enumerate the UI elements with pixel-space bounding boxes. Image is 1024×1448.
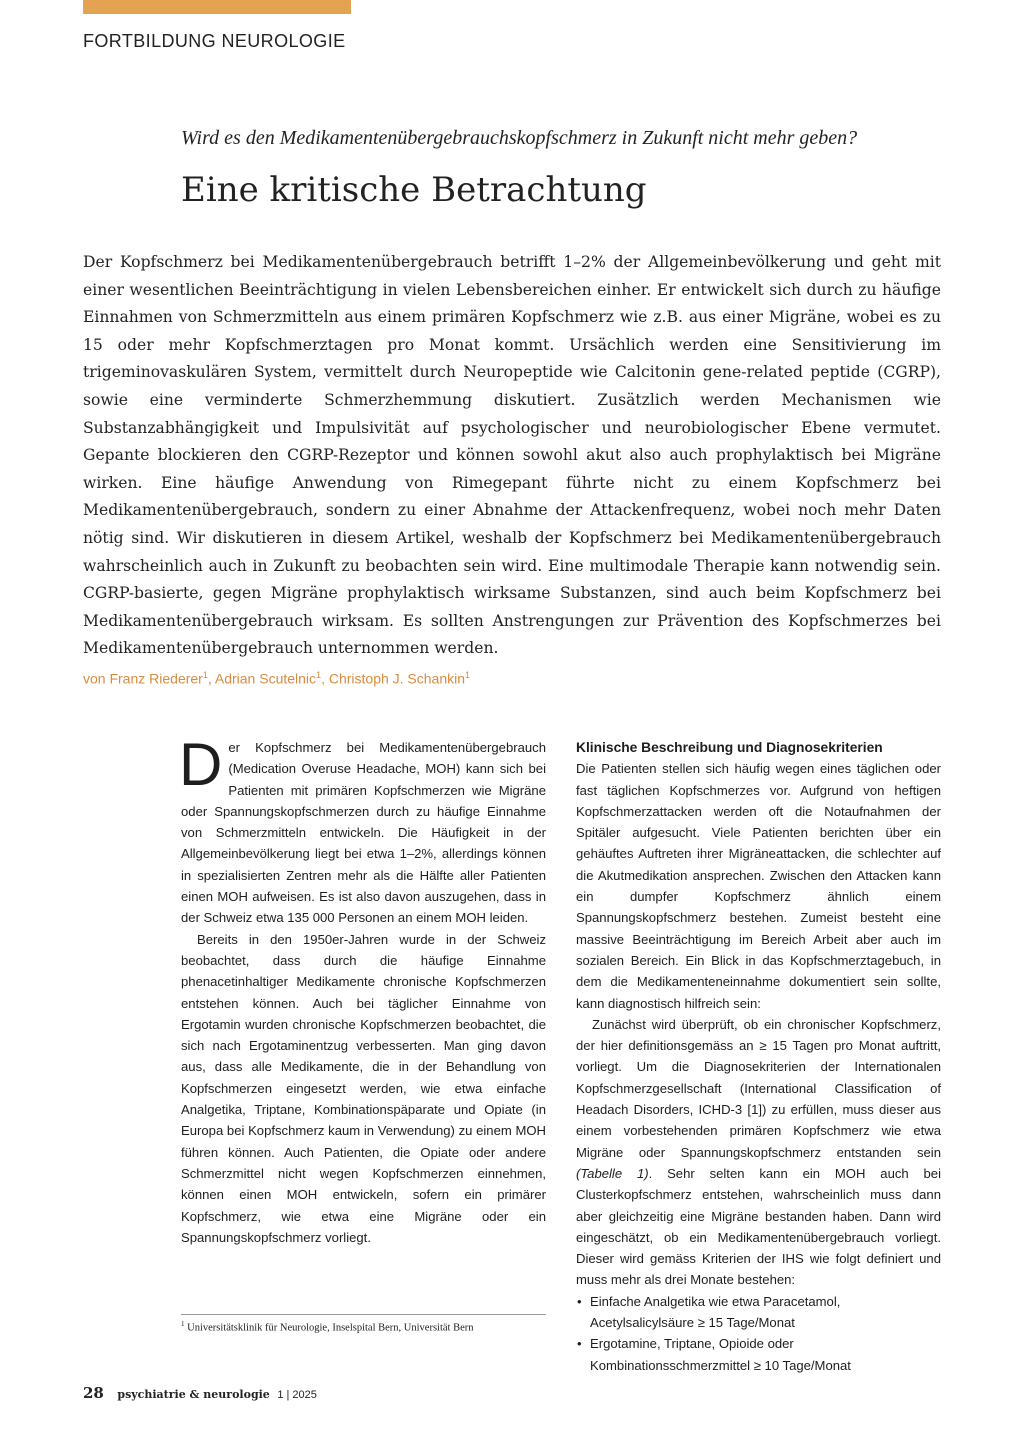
author-affiliation-mark: 1 [202, 670, 208, 680]
author-affiliation-mark: 1 [316, 670, 322, 680]
body-column-left [179, 731, 546, 1248]
author-name: Adrian Scutelnic [214, 670, 317, 687]
footnote [181, 1320, 581, 1334]
list-item [576, 1333, 941, 1376]
footnote-divider [181, 1314, 546, 1315]
drop-cap: D [179, 731, 223, 798]
body-paragraph-text: er Kopfschmerz bei Medikamentenübergebrauch (Medication Overuse Headache, MOH) kann sich bei Patienten mit primären Kopfschmerzen wie Migräne oder Spannungskopfschmerzen durch zu häufige Einnahme von Schmerzmitteln entwickeln. Die Häufigkeit in der Allgemeinbevölkerung liegt bei etwa 1–2%, allerdings können in spezialisierten Zentren mehr als die Hälfte aller Patienten einen MOH aufweisen. Es ist also davon auszugehen, dass in der Schweiz etwa 135 000 Personen an einem MOH leiden. [181, 740, 546, 926]
table-reference: (Tabelle 1) [576, 1165, 649, 1181]
page-number: 28 [83, 1384, 104, 1402]
author-name: Franz Riederer [109, 670, 203, 687]
bullet-icon: • [577, 1293, 582, 1309]
footnote-mark: 1 [181, 1320, 185, 1328]
body-column-right [576, 737, 941, 1376]
body-paragraph [179, 731, 546, 929]
criteria-list [576, 1291, 941, 1376]
body-paragraph: Bereits in den 1950er-Jahren wurde in der Schweiz beobachtet, dass durch die häufige Einnahme phenacetinhaltiger Medikamente chronische Kopfschmerzen entstehen können. Auch bei täglicher Einnahme von Ergotamin wurden chronische Kopfschmerzen beobachtet, die sich nach Ergotaminentzug verbesserten. Man ging davon aus, dass alle Medikamente, die in der Behandlung von Kopfschmerzen eingesetzt werden, wie etwa einfache Analgetika, Triptane, Kombinationspäparate und Opiate (in Europa bei Kopfschmerz kaum in Verwendung) zu einem MOH führen können. Auch Patienten, die Opiate oder andere Schmerzmittel nicht wegen Kopfschmerzen einnehmen, können einen MOH entwickeln, sofern ein primärer Kopfschmerz, wie etwa eine Migräne oder ein Spannungskopfschmerz vorliegt. [181, 931, 546, 1245]
author-affiliation-mark: 1 [465, 670, 471, 680]
article-abstract: Der Kopfschmerz bei Medikamentenübergebrauch betrifft 1–2% der Allgemeinbevölkerung und geht mit einer wesentlichen Beeinträchtigung in vielen Lebensbereichen einher. Er entwickelt sich durch zu häufige Einnahmen von Schmerzmitteln aus einem primären Kopfschmerz wie z.B. aus einer Migräne, wobei es zu 15 oder mehr Kopfschmerztagen pro Monat kommt. Ursächlich werden eine Sensitivierung im trigeminovaskulären System, vermittelt durch Neuropeptide wie Calcitonin gene-related peptide (CGRP), sowie eine verminderte Schmerzhemmung diskutiert. Zusätzlich werden Mechanismen wie Substanzabhängigkeit und Impulsivität auf psychologischer und neurobiologischer Ebene vermutet. Gepante blockieren den CGRP-Rezeptor und können sowohl akut also auch prophylaktisch bei Migräne wirken. Eine häufige Anwendung von Rimegepant führte nicht zu einem Kopfschmerz bei Medikamentenübergebrauch, sondern zu einer Abnahme der Attackenfrequenz, wobei noch mehr Daten nötig sind. Wir diskutieren in diesem Artikel, weshalb der Kopfschmerz bei Medikamentenübergebrauch wahrscheinlich auch in Zukunft zu beobachten sein wird. Eine multimodale Therapie kann notwendig sein. CGRP-basierte, gegen Migräne prophylaktisch wirksame Substanzen, sind auch beim Kopfschmerz bei Medikamentenübergebrauch wirksam. Es sollten Anstrengungen zur Prävention des Kopfschmerzes bei Medikamentenübergebrauch unternommen werden. [83, 253, 941, 658]
author-name: Christoph J. Schankin [328, 670, 466, 687]
section-subheading: Klinische Beschreibung und Diagnosekriterien [576, 740, 883, 755]
author-line: von Franz Riederer$^1$, Adrian Scutelnic$^1$, Christoph J. Schankin$^1$ [83, 670, 471, 687]
article-kicker: Wird es den Medikamentenübergebrauchskopfschmerz in Zukunft nicht mehr geben? [181, 127, 858, 149]
journal-issue: 1 | 2025 [277, 1389, 317, 1401]
authors-prefix: von [83, 670, 106, 687]
section-label: FORTBILDUNG NEUROLOGIE [83, 31, 346, 51]
list-item-text: Ergotamine, Triptane, Opioide oder Kombinationsschmerzmittel ≥ 10 Tage/Monat [590, 1336, 851, 1373]
list-item [576, 1291, 941, 1334]
body-paragraph: Die Patienten stellen sich häufig wegen eines täglichen oder fast täglichen Kopfschmerzes vor. Aufgrund von heftigen Kopfschmerzattacken werden oft die Notaufnahmen der Spitäler aufgesucht. Viele Patienten berichten über ein gehäuftes Auftreten ihrer Migräneattacken, die schlechter auf die Akutmedikation ansprechen. Zwischen den Attacken kann ein dumpfer Kopfschmerz ähnlich einem Spannungskopfschmerz bestehen. Zumeist besteht eine massive Beeinträchtigung im Bereich Arbeit aber auch im sozialen Bereich. Ein Blick in das Kopfschmerztagebuch, in dem die Medikamenteneinnahme dokumentiert sein sollte, kann diagnostisch hilfreich sein: [576, 761, 941, 1011]
body-paragraph-text: Zunächst wird überprüft, ob ein chronischer Kopfschmerz, der hier definitionsgemäss an ≥ 15 Tagen pro Monat auftritt, vorliegt. Um die Diagnosekriterien der Internationalen Kopfschmerzgesellschaft (International Classification of Headach Disorders, ICHD-3 [1]) zu erfüllen, muss dieser aus einem vorbestehenden primären Kopfschmerz wie etwa Migräne oder Spannungskopfschmerz entstanden sein [576, 1016, 941, 1160]
body-paragraph [576, 1014, 941, 1291]
footnote-text: Universitätsklinik für Neurologie, Inselspital Bern, Universität Bern [187, 1322, 474, 1334]
journal-name: psychiatrie & neurologie [117, 1388, 270, 1401]
section-accent-bar [83, 0, 351, 14]
bullet-icon: • [577, 1336, 582, 1352]
page-footer [83, 1384, 317, 1402]
body-paragraph-text: . Sehr selten kann ein MOH auch bei Clusterkopfschmerz entstehen, wahrscheinlich muss dann aber gleichzeitig eine Migräne bestanden haben. Dann wird eingeschätzt, ob ein Medikamentenübergebrauch vorliegt. Dieser wird gemäss Kriterien der IHS wie folgt definiert und muss mehr als drei Monate bestehen: [576, 1165, 941, 1288]
article-title: Eine kritische Betrachtung [181, 170, 647, 210]
list-item-text: Einfache Analgetika wie etwa Paracetamol, Acetylsalicylsäure ≥ 15 Tage/Monat [590, 1293, 841, 1331]
